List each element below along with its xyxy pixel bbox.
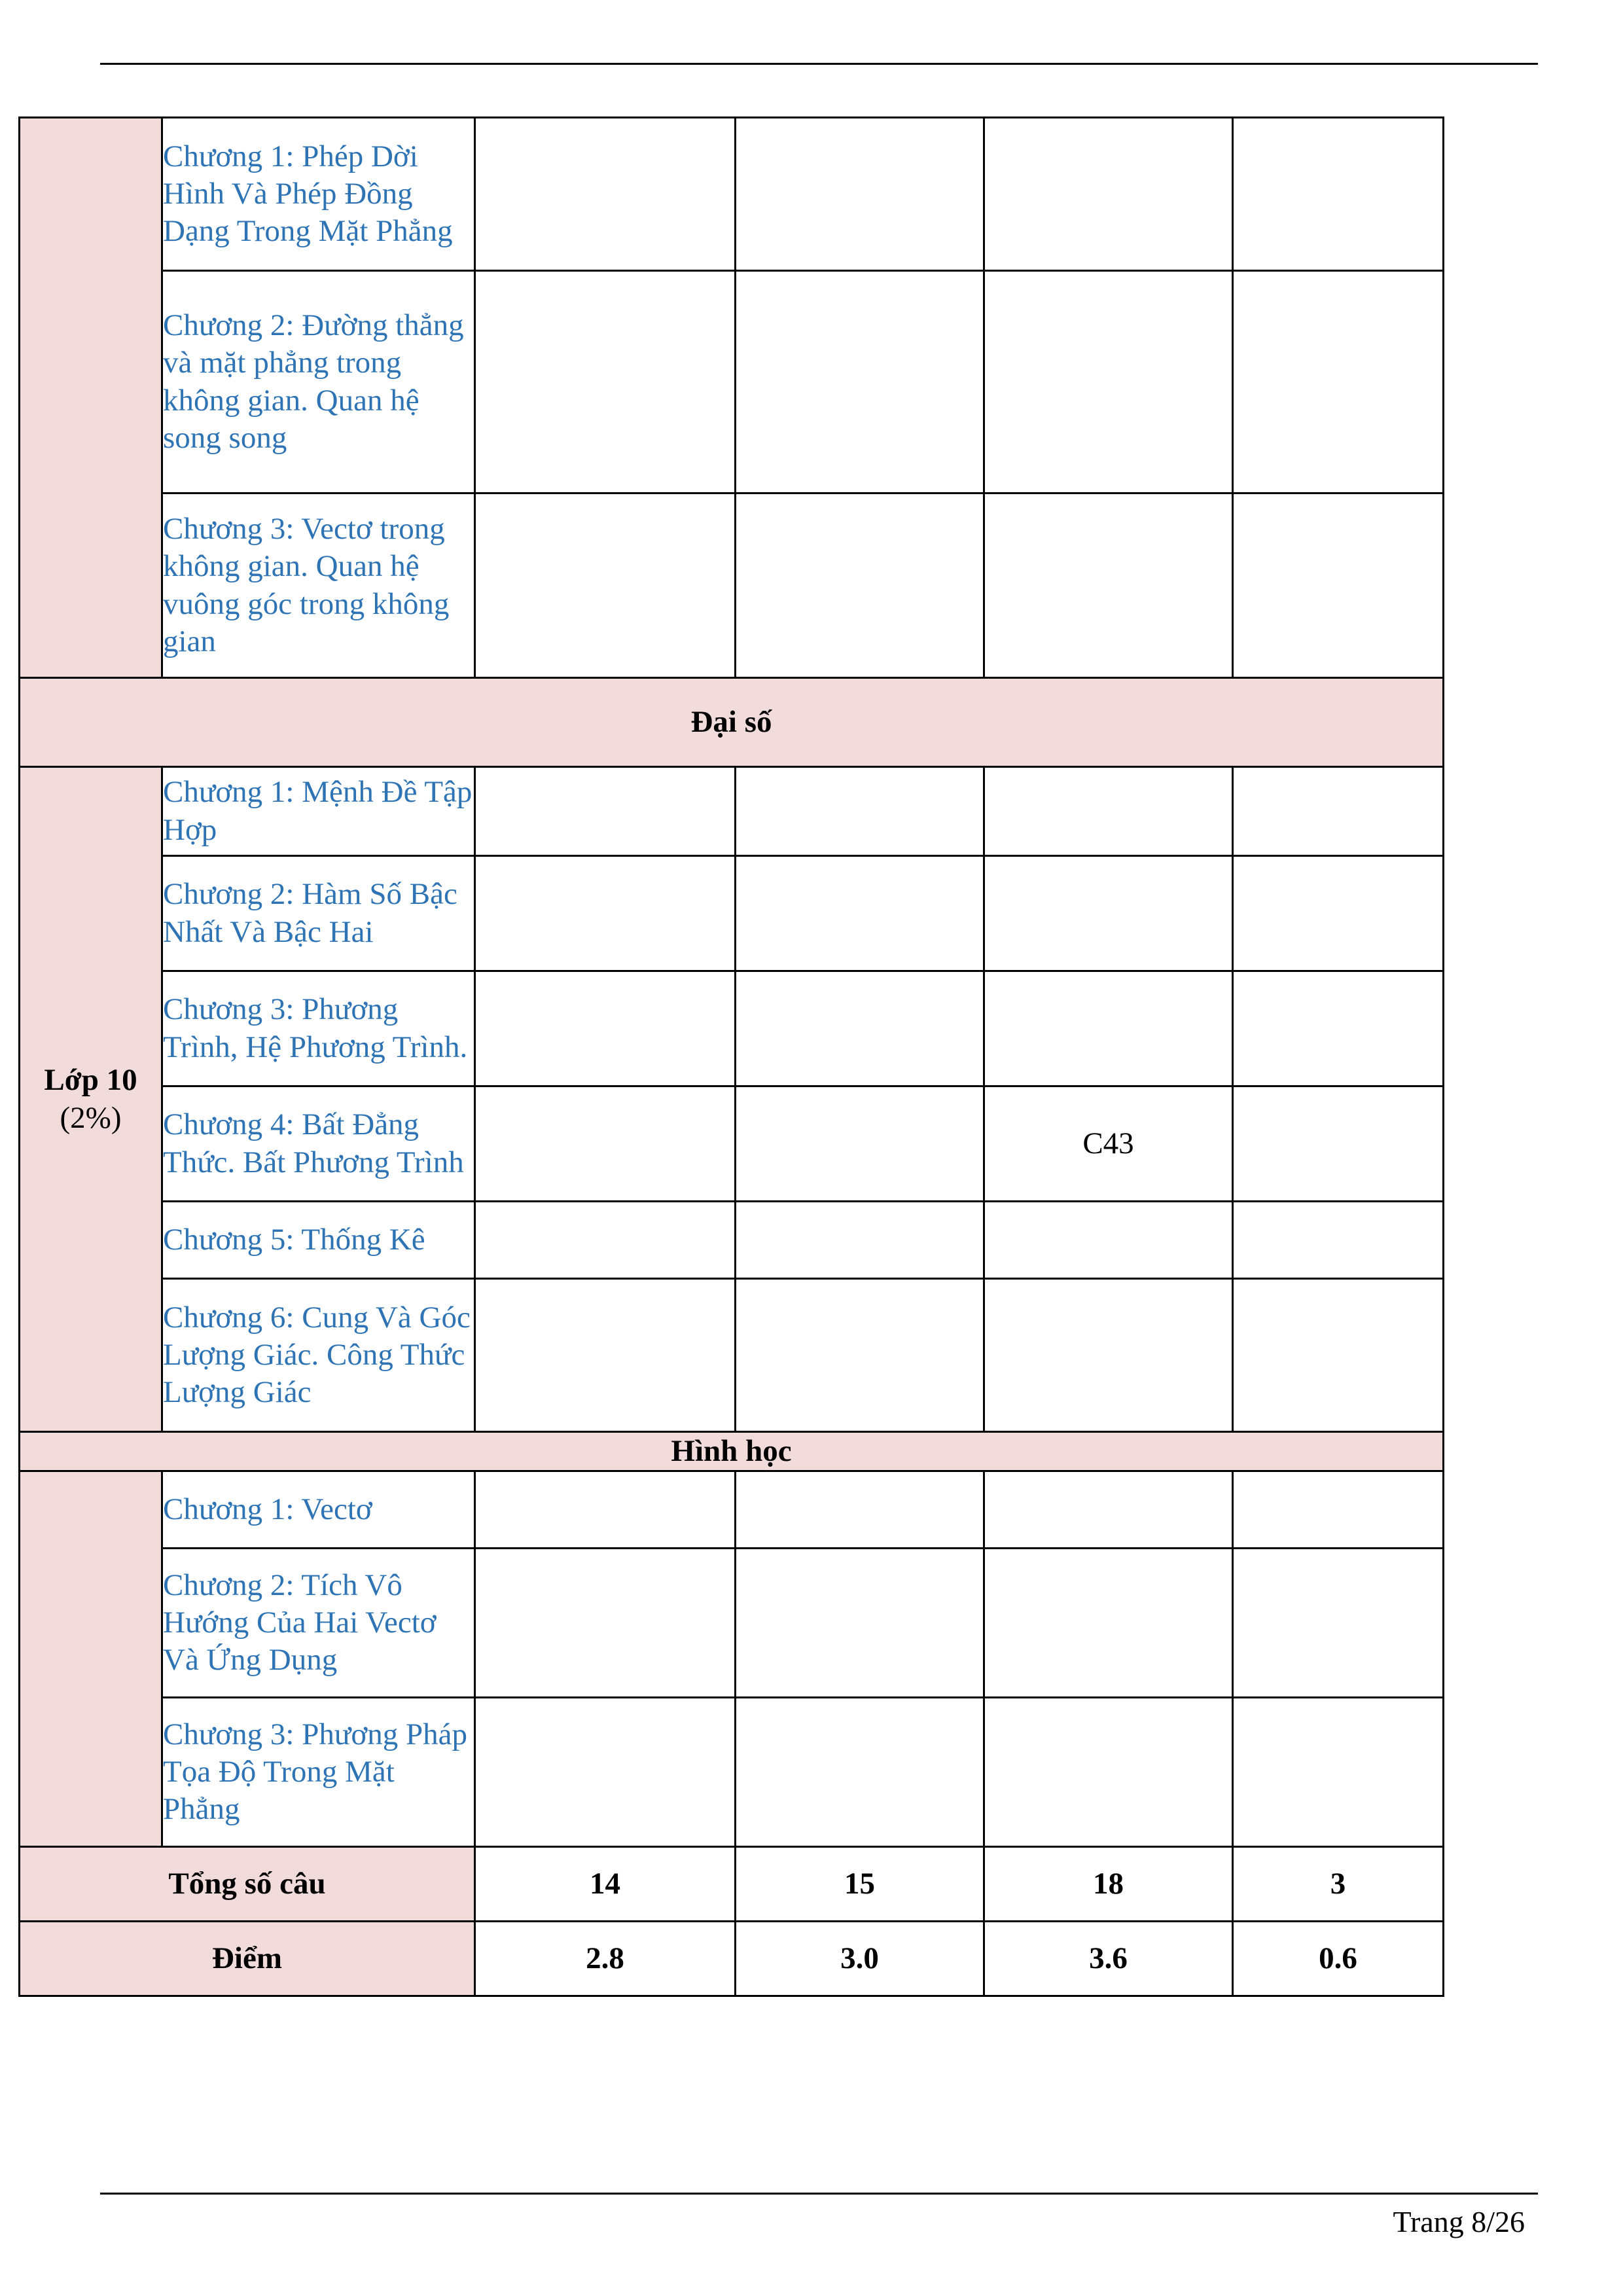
- level-cell: [984, 856, 1233, 971]
- grade-percent: (2%): [60, 1100, 122, 1135]
- level-cell: [984, 1549, 1233, 1698]
- table-row: [20, 1471, 1444, 1549]
- footer-rule: [100, 2193, 1538, 2195]
- page-number: Trang 8/26: [1393, 2205, 1525, 2238]
- level-cell: [1233, 856, 1444, 971]
- chapter-cell: Chương 4: Bất Đẳng Thức. Bất Phương Trình: [162, 1086, 475, 1202]
- chapter-cell: Chương 3: Vectơ trong không gian. Quan hệ vuông góc trong không gian: [162, 493, 475, 678]
- score-value: 2.8: [475, 1922, 736, 1996]
- exam-matrix-table: [18, 117, 1444, 1997]
- level-cell: [736, 856, 984, 971]
- chapter-cell: Chương 2: Đường thẳng và mặt phẳng trong không gian. Quan hệ song song: [162, 271, 475, 493]
- table-row: [20, 493, 1444, 678]
- chapter-cell: Chương 6: Cung Và Góc Lượng Giác. Công Thức Lượng Giác: [162, 1279, 475, 1432]
- level-cell: [1233, 493, 1444, 678]
- level-cell: [736, 118, 984, 271]
- level-cell: [736, 1086, 984, 1202]
- level-cell: [736, 1698, 984, 1847]
- level-cell: [984, 118, 1233, 271]
- total-count-value: 14: [475, 1847, 736, 1922]
- chapter-cell: Chương 1: Mệnh Đề Tập Hợp: [162, 767, 475, 856]
- section-row-hinh-hoc: [20, 1432, 1444, 1471]
- section-row-dai-so: [20, 678, 1444, 767]
- chapter-cell: Chương 1: Phép Dời Hình Và Phép Đồng Dạng Trong Mặt Phẳng: [162, 118, 475, 271]
- table-row: [20, 1549, 1444, 1698]
- level-cell: [736, 271, 984, 493]
- grade-cell-empty: [20, 1471, 162, 1847]
- table-row: [20, 1086, 1444, 1202]
- level-cell: [475, 1202, 736, 1279]
- chapter-cell: Chương 3: Phương Trình, Hệ Phương Trình.: [162, 971, 475, 1086]
- score-value: 3.0: [736, 1922, 984, 1996]
- table-row: [20, 118, 1444, 271]
- table-row: [20, 1698, 1444, 1847]
- header-rule: [100, 63, 1538, 65]
- table-row: [20, 271, 1444, 493]
- level-cell: [984, 767, 1233, 856]
- level-cell: [984, 1471, 1233, 1549]
- section-title: Hình học: [20, 1432, 1444, 1471]
- grade-label: Lớp 10: [44, 1063, 137, 1098]
- level-cell: [1233, 1279, 1444, 1432]
- total-count-label: Tổng số câu: [20, 1847, 475, 1922]
- level-cell: [736, 493, 984, 678]
- total-count-value: 15: [736, 1847, 984, 1922]
- level-cell: [475, 971, 736, 1086]
- chapter-cell: Chương 3: Phương Pháp Tọa Độ Trong Mặt Phẳng: [162, 1698, 475, 1847]
- score-value: 0.6: [1233, 1922, 1444, 1996]
- table-row: [20, 767, 1444, 856]
- chapter-cell: Chương 1: Vectơ: [162, 1471, 475, 1549]
- level-cell: [1233, 118, 1444, 271]
- level-cell: [736, 767, 984, 856]
- level-cell: [736, 1202, 984, 1279]
- grade-cell-empty: [20, 118, 162, 678]
- level-cell: [1233, 271, 1444, 493]
- level-cell: [475, 856, 736, 971]
- level-cell: [984, 1279, 1233, 1432]
- table-row: [20, 1202, 1444, 1279]
- table-row: [20, 1279, 1444, 1432]
- table-row: [20, 971, 1444, 1086]
- level-cell: [475, 1549, 736, 1698]
- level-cell: [475, 493, 736, 678]
- level-cell: [736, 1549, 984, 1698]
- grade-cell: [20, 767, 162, 1432]
- total-count-value: 3: [1233, 1847, 1444, 1922]
- level-cell: [984, 1202, 1233, 1279]
- chapter-cell: Chương 5: Thống Kê: [162, 1202, 475, 1279]
- level-cell: [984, 971, 1233, 1086]
- level-cell: [736, 971, 984, 1086]
- score-value: 3.6: [984, 1922, 1233, 1996]
- score-label: Điểm: [20, 1922, 475, 1996]
- level-cell: [1233, 1698, 1444, 1847]
- level-cell: [475, 767, 736, 856]
- level-cell: [475, 1086, 736, 1202]
- level-cell: [475, 271, 736, 493]
- level-cell: [475, 118, 736, 271]
- total-count-row: [20, 1847, 1444, 1922]
- level-cell: [1233, 971, 1444, 1086]
- total-count-value: 18: [984, 1847, 1233, 1922]
- level-cell: [984, 271, 1233, 493]
- section-title: Đại số: [20, 678, 1444, 767]
- chapter-cell: Chương 2: Tích Vô Hướng Của Hai Vectơ Và Ứng Dụng: [162, 1549, 475, 1698]
- level-cell: [1233, 1086, 1444, 1202]
- level-cell: [984, 1698, 1233, 1847]
- level-cell: [475, 1698, 736, 1847]
- table-row: [20, 856, 1444, 971]
- level-cell: [475, 1279, 736, 1432]
- chapter-cell: Chương 2: Hàm Số Bậc Nhất Và Bậc Hai: [162, 856, 475, 971]
- level-cell: [736, 1471, 984, 1549]
- score-row: [20, 1922, 1444, 1996]
- question-c43: C43: [984, 1086, 1233, 1202]
- level-cell: [984, 493, 1233, 678]
- level-cell: [1233, 767, 1444, 856]
- level-cell: [736, 1279, 984, 1432]
- level-cell: [475, 1471, 736, 1549]
- level-cell: [1233, 1471, 1444, 1549]
- level-cell: [1233, 1202, 1444, 1279]
- level-cell: [1233, 1549, 1444, 1698]
